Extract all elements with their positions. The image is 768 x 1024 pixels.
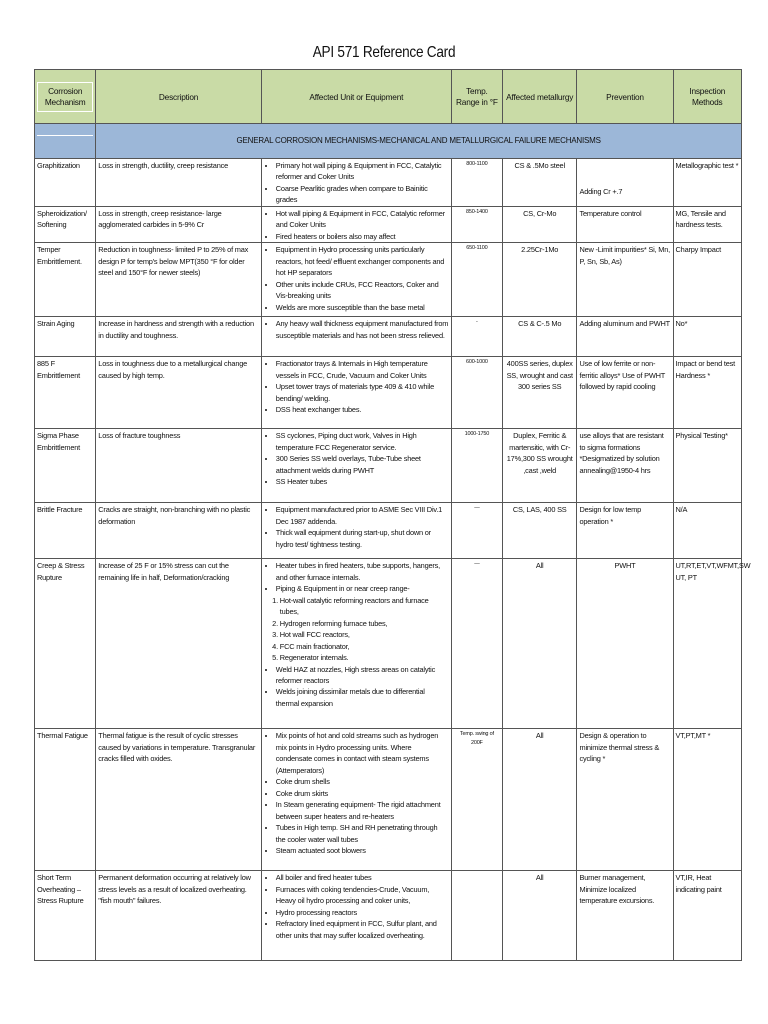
list-item: • Mix points of hot and cold streams such as hydrogen mix points in Hydro processing units. Where condensate comes in contact with steam systems (Attemperators) <box>276 730 449 776</box>
section-spacer <box>35 124 96 159</box>
prevention-cell <box>577 243 673 317</box>
prevention-text: Adding aluminum and PWHT <box>579 319 670 329</box>
mechanism-cell: Temper Embrittlement. <box>35 243 96 317</box>
list-item: • Coarse Pearlitic grades when compare to Bainitic grades <box>276 183 449 206</box>
temp-cell: 1000-1750 <box>451 429 502 503</box>
table-row <box>35 357 742 429</box>
mechanism-cell: Sigma Phase Embrittlement <box>35 429 96 503</box>
affected-cell <box>261 206 451 242</box>
list-item: • Equipment manufactured prior to ASME Sec VIII Div.1 Dec 1987 addenda. <box>276 504 449 527</box>
affected-list <box>264 430 449 487</box>
affected-list <box>264 504 449 550</box>
list-item: • Heater tubes in fired heaters, tube supports, hangers, and other furnace internals. <box>276 560 449 583</box>
affected-numbered-list <box>264 595 449 664</box>
table-row <box>35 559 742 729</box>
list-item: 4. FCC main fractionator, <box>280 641 449 652</box>
list-item: • Fractionator trays & Internals in High temperature vessels in FCC, Crude, Vacuum and Coker Units <box>276 358 449 381</box>
prevention-text: Temperature control <box>579 208 642 218</box>
description-cell: Permanent deformation occurring at relatively low stress levels as a result of localized overheating. "fish mouth" failures. <box>96 871 262 961</box>
table-row <box>35 243 742 317</box>
list-item: • Hot wall piping & Equipment in FCC, Catalytic reformer and Coker Units <box>276 208 449 231</box>
mechanism-cell: Graphitization <box>35 159 96 207</box>
description-cell: Loss of fracture toughness <box>96 429 262 503</box>
temp-cell: 600-1000 <box>451 357 502 429</box>
inspection-cell: VT,PT,MT * <box>673 729 741 871</box>
metallurgy-cell: 400SS series, duplex SS, wrought and cast 300 series SS <box>502 357 577 429</box>
temp-cell: 850-1400 <box>451 206 502 242</box>
prevention-cell <box>577 317 673 357</box>
list-item: 1. Hot-wall catalytic reforming reactors and furnace tubes, <box>280 595 449 618</box>
section-row <box>35 124 742 159</box>
list-item: 5. Regenerator internals. <box>280 652 449 663</box>
header-description: Description <box>96 70 262 124</box>
mechanism-cell: Brittle Fracture <box>35 503 96 559</box>
description-cell: Increase in hardness and strength with a reduction in ductility and toughness. <box>96 317 262 357</box>
description-cell: Cracks are straight, non-branching with no plastic deformation <box>96 503 262 559</box>
table-row <box>35 871 742 961</box>
list-item: 2. Hydrogen reforming furnace tubes, <box>280 618 449 629</box>
description-cell: Thermal fatigue is the result of cyclic stresses caused by variations in temperature. Transgranular cracks filled with oxides. <box>96 729 262 871</box>
description-cell: Loss in strength, creep resistance- large agglomerated carbides in 5-9% Cr <box>96 206 262 242</box>
temp-cell: - <box>451 317 502 357</box>
affected-list <box>264 872 449 941</box>
affected-list <box>264 318 449 341</box>
mechanism-cell: Spheroidization/ Softening <box>35 206 96 242</box>
affected-list <box>264 358 449 415</box>
list-item: • Primary hot wall piping & Equipment in FCC, Catalytic reformer and Coker Units <box>276 160 449 183</box>
mechanism-cell: Short Term Overheating – Stress Rupture <box>35 871 96 961</box>
temp-cell: — <box>451 559 502 729</box>
metallurgy-cell: Duplex, Ferritic & martensitic, with Cr- 17%,300 SS wrought ,cast ,weld <box>502 429 577 503</box>
header-prevention: Prevention <box>577 70 673 124</box>
prevention-text: New -Limit impurities* Si, Mn, P, Sn, Sb, As) <box>579 245 670 266</box>
list-item: • Tubes in High temp. SH and RH penetrating through the cooler water wall tubes <box>276 822 449 845</box>
prevention-text: PWHT <box>614 561 636 571</box>
inspection-cell: Metallographic test * <box>673 159 741 207</box>
description-cell: Loss in toughness due to a metallurgical change caused by high temp. <box>96 357 262 429</box>
table-row <box>35 206 742 242</box>
inspection-cell: VT,IR, Heat indicating paint <box>673 871 741 961</box>
description-cell: Increase of 25 F or 15% stress can cut the remaining life in half, Deformation/cracking <box>96 559 262 729</box>
inspection-cell: Charpy Impact <box>673 243 741 317</box>
affected-cell <box>261 243 451 317</box>
affected-list <box>264 730 449 856</box>
metallurgy-cell: All <box>502 729 577 871</box>
prevention-cell <box>577 871 673 961</box>
header-row <box>35 70 742 124</box>
table-row <box>35 503 742 559</box>
affected-list <box>264 160 449 206</box>
temp-cell: 800-1100 <box>451 159 502 207</box>
affected-cell <box>261 357 451 429</box>
affected-list <box>264 244 449 313</box>
list-item: • In Steam generating equipment- The rigid attachment between super heaters and re-heaters <box>276 799 449 822</box>
list-item: • Piping & Equipment in or near creep range- <box>276 583 449 594</box>
affected-cell <box>261 429 451 503</box>
inspection-cell: N/A <box>673 503 741 559</box>
affected-cell <box>261 159 451 207</box>
prevention-cell <box>577 159 673 207</box>
list-item: • Thick wall equipment during start-up, shut down or hydro test/ tightness testing. <box>276 527 449 550</box>
header-temp: Temp. Range in °F <box>451 70 502 124</box>
metallurgy-cell: CS, Cr-Mo <box>502 206 577 242</box>
metallurgy-cell: CS & C-.5 Mo <box>502 317 577 357</box>
prevention-text: use alloys that are resistant to sigma formations *Desigmatized by solution annealing@1950-4 hrs <box>579 431 664 475</box>
affected-cell <box>261 871 451 961</box>
affected-cell <box>261 559 451 729</box>
temp-cell: — <box>451 503 502 559</box>
list-item: • Coke drum skirts <box>276 788 449 799</box>
list-item: • Steam actuated soot blowers <box>276 845 449 856</box>
table-row <box>35 429 742 503</box>
prevention-text: Use of low ferrite or non-ferritic alloys* Use of PWHT followed by rapid cooling <box>579 359 665 392</box>
header-inspection: Inspection Methods <box>673 70 741 124</box>
header-mechanism: Corrosion Mechanism <box>35 70 96 124</box>
list-item: • 300 Series SS weld overlays, Tube-Tube sheet attachment welds during PWHT <box>276 453 449 476</box>
table-row <box>35 317 742 357</box>
list-item: • Fired heaters or boilers also may affect <box>276 231 449 242</box>
list-item: • Other units include CRUs, FCC Reactors, Coker and Vis-breaking units <box>276 279 449 302</box>
prevention-cell <box>577 559 673 729</box>
description-cell: Reduction in toughness- limited P to 25% of max design P for temp's below MPT(350 °F for older steel and 150°F for newer steels) <box>96 243 262 317</box>
list-item: • Coke drum shells <box>276 776 449 787</box>
list-item: 3. Hot wall FCC reactors, <box>280 629 449 640</box>
section-title: GENERAL CORROSION MECHANISMS-MECHANICAL AND METALLURGICAL FAILURE MECHANISMS <box>96 124 742 159</box>
metallurgy-cell: CS, LAS, 400 SS <box>502 503 577 559</box>
list-item: • Welds joining dissimilar metals due to differential thermal expansion <box>276 686 449 709</box>
metallurgy-cell: All <box>502 871 577 961</box>
list-item: • SS cyclones, Piping duct work, Valves in High temperature FCC Regenerator service. <box>276 430 449 453</box>
list-item: • Refractory lined equipment in FCC, Sulfur plant, and other units that may suffer localized overheating. <box>276 918 449 941</box>
mechanism-cell: Strain Aging <box>35 317 96 357</box>
temp-cell: 650-1100 <box>451 243 502 317</box>
affected-cell <box>261 317 451 357</box>
inspection-cell: MG, Tensile and hardness tests. <box>673 206 741 242</box>
inspection-cell: UT,RT,ET,VT,WFMT,SW UT, PT <box>673 559 741 729</box>
list-item: • Upset tower trays of materials type 409 & 410 while bending/ welding. <box>276 381 449 404</box>
list-item: • Welds are more susceptible than the base metal <box>276 302 449 313</box>
list-item: • DSS heat exchanger tubes. <box>276 404 449 415</box>
list-item: • Weld HAZ at nozzles, High stress areas on catalytic reformer reactors <box>276 664 449 687</box>
description-cell: Loss in strength, ductility, creep resistance <box>96 159 262 207</box>
reference-table <box>34 69 751 961</box>
metallurgy-cell: All <box>502 559 577 729</box>
affected-list <box>264 664 449 710</box>
prevention-text: Burner management, Minimize localized temperature excursions. <box>579 873 655 906</box>
list-item: • Hydro processing reactors <box>276 907 449 918</box>
list-item: • Furnaces with coking tendencies-Crude, Vacuum, Heavy oil hydro processing and coker units, <box>276 884 449 907</box>
list-item: • All boiler and fired heater tubes <box>276 872 449 883</box>
list-item: • SS Heater tubes <box>276 476 449 487</box>
prevention-text: Design & operation to minimize thermal stress & cycling * <box>579 731 660 764</box>
metallurgy-cell: 2.25Cr-1Mo <box>502 243 577 317</box>
mechanism-cell: Creep & Stress Rupture <box>35 559 96 729</box>
mechanism-cell: 885 F Embrittlement <box>35 357 96 429</box>
header-affected: Affected Unit or Equipment <box>261 70 451 124</box>
list-item: • Equipment in Hydro processing units particularly reactors, hot feed/ effluent exchanger components and hot HP separators <box>276 244 449 278</box>
inspection-cell: Physical Testing* <box>673 429 741 503</box>
affected-cell <box>261 729 451 871</box>
prevention-text: Adding Cr +.7 <box>579 187 623 196</box>
prevention-cell <box>577 729 673 871</box>
affected-list <box>264 560 449 594</box>
affected-list <box>264 208 449 242</box>
header-metallurgy: Affected metallurgy <box>502 70 577 124</box>
prevention-cell <box>577 206 673 242</box>
affected-cell <box>261 503 451 559</box>
temp-cell: Temp. swing of 200F <box>451 729 502 871</box>
inspection-cell: No* <box>673 317 741 357</box>
table-row <box>35 729 742 871</box>
prevention-cell <box>577 357 673 429</box>
table-row <box>35 159 742 207</box>
temp-cell <box>451 871 502 961</box>
prevention-text: Design for low temp operation * <box>579 505 641 526</box>
inspection-cell: Impact or bend test Hardness * <box>673 357 741 429</box>
page-title: API 571 Reference Card <box>312 44 456 61</box>
list-item: • Any heavy wall thickness equipment manufactured from susceptible materials and has not been stress relieved. <box>276 318 449 341</box>
prevention-cell <box>577 429 673 503</box>
mechanism-cell: Thermal Fatigue <box>35 729 96 871</box>
prevention-cell <box>577 503 673 559</box>
metallurgy-cell: CS & .5Mo steel <box>502 159 577 207</box>
